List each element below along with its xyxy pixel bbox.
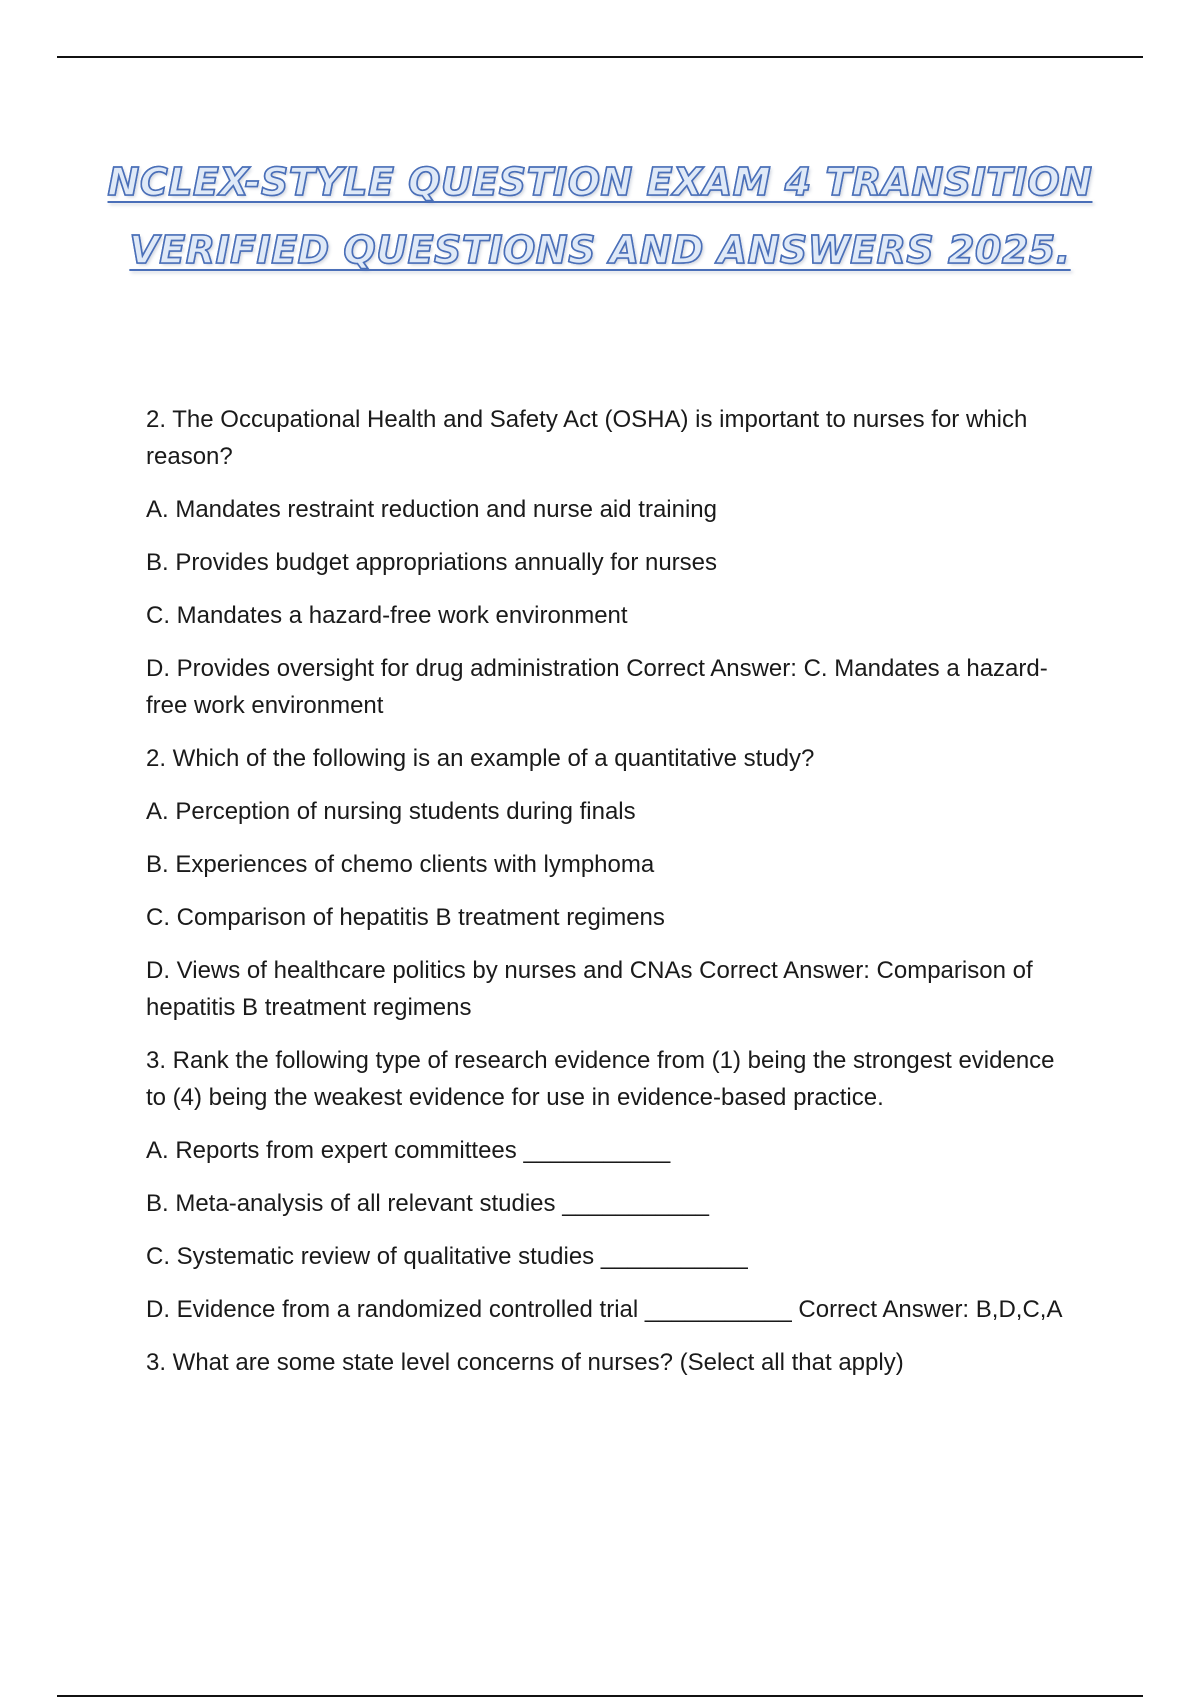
answer-option: A. Mandates restraint reduction and nurse aid training [146,496,717,523]
question-stem: 3. Rank the following type of research evidence from (1) being the strongest evidence to (4) being the weakest evidence for use in evidence-based practice. [146,1047,1055,1111]
question-stem: 3. What are some state level concerns of nurses? (Select all that apply) [146,1349,904,1376]
title-line: VERIFIED QUESTIONS AND ANSWERS 2025. [129,228,1071,272]
title-line: NCLEX-STYLE QUESTION EXAM 4 TRANSITION [107,160,1093,204]
document-title [0,148,1200,284]
document-body [146,401,1076,1397]
answer-option: B. Meta-analysis of all relevant studies ___________ [146,1190,710,1217]
answer-option-with-correct-answer: D. Provides oversight for drug administration Correct Answer: C. Mandates a hazard-free work environment [146,655,1048,719]
answer-option: C. Comparison of hepatitis B treatment regimens [146,904,665,931]
question-stem: 2. The Occupational Health and Safety Act (OSHA) is important to nurses for which reason? [146,406,1028,470]
header-rule [57,56,1143,58]
answer-option: A. Perception of nursing students during finals [146,798,636,825]
answer-option-with-correct-answer: D. Evidence from a randomized controlled trial ___________ Correct Answer: B,D,C,A [146,1296,1063,1323]
answer-option: A. Reports from expert committees ___________ [146,1137,671,1164]
answer-option: C. Systematic review of qualitative studies ___________ [146,1243,748,1270]
answer-option: B. Experiences of chemo clients with lymphoma [146,851,655,878]
answer-option-with-correct-answer: D. Views of healthcare politics by nurses and CNAs Correct Answer: Comparison of hepatitis B treatment regimens [146,957,1033,1021]
question-stem: 2. Which of the following is an example of a quantitative study? [146,745,815,772]
footer-rule [57,1695,1143,1697]
answer-option: C. Mandates a hazard-free work environment [146,602,628,629]
answer-option: B. Provides budget appropriations annually for nurses [146,549,718,576]
